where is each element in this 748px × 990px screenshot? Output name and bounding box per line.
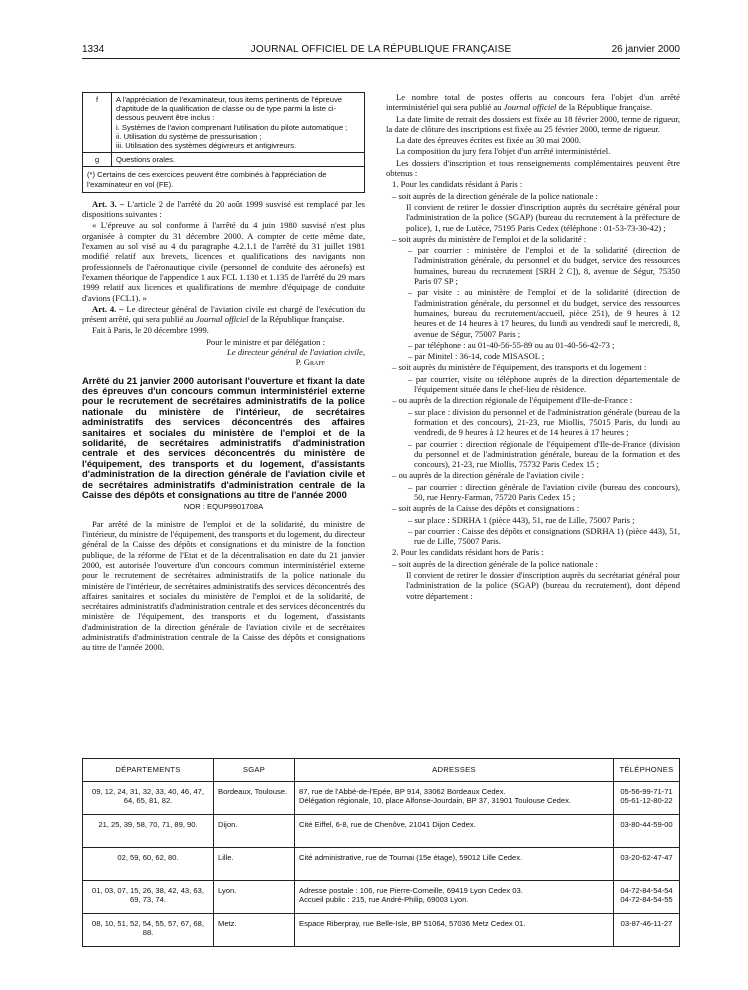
table-row — [83, 782, 680, 815]
exercise-box — [82, 92, 365, 193]
row-f-content — [112, 93, 365, 153]
header-rule — [82, 58, 680, 59]
table-row — [83, 815, 680, 848]
art3-label: Art. 3. – — [92, 198, 125, 209]
cell-telephone — [614, 914, 680, 947]
posts-paragraph — [386, 92, 680, 113]
cell-departements: 09, 12, 24, 31, 32, 33, 40, 46, 47, 64, 65, 81, 82. — [83, 782, 214, 815]
done-at: Fait à Paris, le 20 décembre 1999. — [92, 325, 209, 336]
left-column — [82, 92, 365, 654]
art3-text: L'article 2 de l'arrêté du 20 août 1999 susvisé est remplacé par les dispositions suivantes : — [82, 198, 365, 220]
cell-telephone — [614, 881, 680, 914]
box-note: (*) Certains de ces exercices peuvent être combinés à l'appréciation de l'examinateur en vol (FE). — [83, 167, 365, 192]
article-4 — [82, 304, 365, 325]
signature-line-2: Le directeur général de l'aviation civile, — [226, 346, 365, 357]
nor-reference: NOR : EQUP9901708A — [183, 502, 264, 512]
address-line: Délégation régionale, 10, place Alfonse-Jourdain, BP 37, 31901 Toulouse Cedex. — [299, 796, 572, 806]
cell-sgap: Lille. — [214, 848, 295, 881]
info-paragraph: Les dossiers d'inscription et tous renseignements complémentaires peuvent être obtenus : — [386, 157, 680, 179]
cell-adresse — [295, 914, 614, 947]
paris-emploi-visite: – par visite : au ministère de l'emploi et de la solidarité (direction de l'administration générale, du personnel et du budget, service des ressources humaines, bureau du recrutement/accueil, pièce 251), de 9 heures à 12 heures et de 14 heures à 17 heures, du lundi au vendredi sauf le mercredi, 8, avenue de Ségur, 75007 Paris ; — [408, 287, 680, 339]
posts-text-b: de la République française. — [558, 102, 653, 113]
exam-date-paragraph: La date des épreuves écrites est fixée au 30 mai 2000. — [396, 135, 581, 146]
phone-number: 03-80-44-59-00 — [620, 820, 673, 829]
row-letter-f: f — [83, 93, 112, 153]
deadline-paragraph: La date limite de retrait des dossiers est fixée au 18 février 2000, terme de rigueur, la date de clôture des inscriptions est fixée au 25 février 2000, terme de rigueur. — [386, 113, 680, 134]
cell-departements: 08, 10, 51, 52, 54, 55, 57, 67, 68, 88. — [83, 914, 214, 947]
cell-sgap: Dijon. — [214, 815, 295, 848]
sgap-table — [82, 758, 680, 947]
hors-paris-police: – soit auprès de la direction générale de la police nationale : — [392, 558, 598, 569]
journal-title: JOURNAL OFFICIEL DE LA RÉPUBLIQUE FRANÇAISE — [250, 44, 512, 55]
cell-telephone — [614, 782, 680, 815]
hors-paris-police-text: Il convient de retirer le dossier d'inscription auprès du secrétariat général pour l'administration de la police (SGAP) (bureau du recrutement), dont dépend votre département : — [406, 570, 680, 601]
paris-equipement-courrier: – par courrier, visite ou téléphone auprès de la direction départementale de l'équipement située dans le chef-lieu de résidence. — [408, 373, 680, 395]
art4-label: Art. 4. – — [92, 303, 124, 314]
decree-title: Arrêté du 21 janvier 2000 autorisant l'ouverture et fixant la date des épreuves d'un concours commun interministériel externe pour le recrutement de secrétaires administratifs de la police nationale du ministère de l'intérieur, de secrétaires administratifs des services déconcentrés des affaires sanitaires et sociales du ministère de l'emploi et de la solidarité, de secrétaires administratifs d'administration centrale et des services déconcentrés du ministère de l'équipement, des transports et du logement, d'assistants d'administration de la direction générale de l'aviation civile et de secrétaires administratifs d'administration centrale de la Caisse des dépôts et consignations au titre de l'année 2000 — [82, 374, 365, 501]
paris-aviation: – ou auprès de la direction générale de l'aviation civile : — [392, 470, 584, 481]
address-line: 87, rue de l'Abbé-de-l'Epée, BP 914, 33062 Bordeaux Cedex. — [299, 787, 506, 796]
art3-quote: « L'épreuve au sol conforme à l'arrêté du 4 juin 1980 susvisé n'est plus organisée à compter du 31 décembre 2000. A compter de cette même date, l'examen au sol visé au 4 du paragraphe 4.2.1.1 de l'arrêté du 31 juillet 1981 modifié relatif aux brevets, licences et qualifications des navigants non professionnels de l'aéronautique civile (personnel de conduite des aéronefs) est l'examen théorique de l'appendice 1 aux FCL 1.130 et 1.135 de l'arrêté du 29 mars 1999 relatif aux licences et qualifications de membre d'équipage de conduite d'avions (FCL1). » — [82, 220, 365, 303]
posts-text-a: Le nombre total de postes offerts au concours fera l'objet d'un arrêté interministériel qui sera publié au — [386, 92, 680, 113]
paris-emploi-minitel: – par Minitel : 36-14, code MISASOL ; — [408, 351, 545, 362]
address-line: Espace Riberpray, rue Belle-Isle, BP 51064, 57036 Metz Cedex 01. — [299, 919, 526, 928]
phone-number: 04-72-84-54-55 — [620, 895, 673, 905]
cell-sgap: Bordeaux, Toulouse. — [214, 782, 295, 815]
table-header-row — [83, 759, 680, 782]
table-row — [83, 914, 680, 947]
paris-caisse-courrier: – par courrier : Caisse des dépôts et consignations (SDRHA 1) (pièce 443), 51, rue de Lille, 75007 Paris. — [408, 525, 680, 547]
art4-journal: Journal officiel — [195, 314, 249, 325]
paris-idf-sur-place: – sur place : division du personnel et de l'administration générale (bureau de la formation et des concours), 21-23, rue Miollis, 75015 Paris, du lundi au vendredi, de 9 heures à 12 heures et de 14 heures à 17 heures ; — [408, 406, 680, 438]
cell-telephone — [614, 815, 680, 848]
section-paris: 1. Pour les candidats résidant à Paris : — [392, 179, 523, 190]
paris-idf-courrier: – par courrier : direction régionale de l'équipement d'Ile-de-France (division du personnel et de l'administration générale, bureau de la formation et des concours), 21-23, rue Miollis, 75732 Paris Cedex 15 ; — [408, 438, 680, 470]
table-row — [83, 848, 680, 881]
paris-caisse: – soit auprès de la Caisse des dépôts et consignations : — [392, 503, 580, 514]
paris-emploi-telephone: – par téléphone : au 01-40-56-55-89 ou au 01-40-56-42-73 ; — [408, 339, 615, 350]
right-column — [386, 92, 680, 602]
row-f-item: iii. Utilisation des systèmes dégivreurs et antigivreurs. — [116, 141, 297, 151]
row-g-text: Questions orales. — [112, 153, 365, 167]
header-departements: DÉPARTEMENTS — [83, 759, 214, 782]
paris-idf: – ou auprès de la direction régionale de l'équipement d'Ile-de-France : — [392, 395, 633, 406]
page-number: 1334 — [82, 44, 105, 55]
paris-caisse-sur-place: – sur place : SDRHA 1 (pièce 443), 51, rue de Lille, 75007 Paris ; — [408, 514, 635, 525]
page-header — [82, 44, 680, 58]
signature-name: P. Graff — [295, 357, 325, 368]
phone-number: 04-72-84-54-54 — [620, 886, 673, 895]
jury-paragraph: La composition du jury fera l'objet d'un arrêté interministériel. — [396, 146, 611, 157]
cell-departements: 21, 25, 39, 58, 70, 71, 89, 90. — [83, 815, 214, 848]
cell-adresse — [295, 848, 614, 881]
cell-departements: 01, 03, 07, 15, 26, 38, 42, 43, 63, 69, 73, 74. — [83, 881, 214, 914]
phone-number: 05-56-99-71-71 — [620, 787, 673, 796]
row-f-item: i. Systèmes de l'avion comprenant l'utilisation du pilote automatique ; — [116, 122, 348, 132]
header-adresses: ADRESSES — [295, 759, 614, 782]
art4-text-a: Le directeur général de l'aviation civile est chargé de l'exécution du présent arrêté, qui sera publié au — [82, 303, 365, 325]
row-f-text: A l'appréciation de l'examinateur, tous items pertinents de l'épreuve d'aptitude de la qualification de classe ou de type parmi la liste ci-dessous peuvent être inclus : — [116, 95, 342, 123]
address-line: Adresse postale : 106, rue Pierre-Corneille, 69419 Lyon Cedex 03. — [299, 886, 523, 895]
table-row — [83, 881, 680, 914]
header-telephones: TÉLÉPHONES — [614, 759, 680, 782]
cell-sgap: Metz. — [214, 914, 295, 947]
decree-body: Par arrêté de la ministre de l'emploi et de la solidarité, du ministre de l'intérieur, du ministre de l'équipement, des transports et du logement, du directeur général de la Caisse des dépôts et consignations et du ministre de la fonction publique, de la réforme de l'Etat et de la décentralisation en date du 21 janvier 2000, est autorisée l'ouverture d'un concours commun interministériel externe pour le recrutement de secrétaires administratifs de la police nationale du ministère de l'intérieur, de secrétaires administratifs des services déconcentrés des affaires sanitaires et sociales du ministère de l'emploi et de la solidarité, de secrétaires administratifs d'administration centrale et des services déconcentrés du ministère de l'équipement, des transports et du logement, d'assistants d'administration de la direction générale de l'aviation civile et de secrétaires administratifs d'administration centrale de la Caisse des dépôts et consignations au titre de l'année 2000. — [82, 518, 365, 653]
cell-adresse — [295, 881, 614, 914]
header-sgap: SGAP — [214, 759, 295, 782]
cell-telephone — [614, 848, 680, 881]
address-line: Cité administrative, rue de Tournai (15e étage), 59012 Lille Cedex. — [299, 853, 523, 862]
phone-number: 05-61-12-80-22 — [620, 796, 673, 806]
paris-police: – soit auprès de la direction générale de la police nationale : — [392, 190, 598, 201]
row-f-item: ii. Utilisation du système de pressurisation ; — [116, 131, 262, 141]
cell-adresse — [295, 782, 614, 815]
signature-line-1: Pour le ministre et par délégation : — [206, 336, 325, 347]
section-hors-paris: 2. Pour les candidats résidant hors de Paris : — [392, 547, 544, 558]
phone-number: 03-20-62-47-47 — [620, 853, 673, 862]
paris-emploi-courrier: – par courrier : ministère de l'emploi et de la solidarité (direction de l'administration générale, du personnel et du budget, service des ressources humaines, bureau du recrutement [SRH 2 C]), 8, avenue de Ségur, 75350 Paris 07 SP ; — [408, 245, 680, 287]
address-line: Accueil public : 215, rue André-Philip, 69003 Lyon. — [299, 895, 469, 905]
posts-journal: Journal officiel — [503, 102, 557, 113]
paris-police-text: Il convient de retirer le dossier d'inscription auprès du secrétaire général pour l'administration de la police (SGAP) (bureau du recrutement à la préfecture de police), 1, rue de Lutèce, 75195 Paris Cedex (téléphone : 01-53-73-30-42) ; — [406, 201, 680, 233]
cell-adresse — [295, 815, 614, 848]
cell-sgap: Lyon. — [214, 881, 295, 914]
article-3 — [82, 199, 365, 220]
address-line: Cité Eiffel, 6-8, rue de Chenôve, 21041 Dijon Cedex. — [299, 820, 476, 829]
row-letter-g: g — [83, 153, 112, 167]
cell-departements: 02, 59, 60, 62, 80. — [83, 848, 214, 881]
paris-emploi: – soit auprès du ministère de l'emploi et de la solidarité : — [392, 233, 587, 244]
phone-number: 03-87-46-11-27 — [620, 919, 673, 928]
paris-aviation-courrier: – par courrier : direction générale de l'aviation civile (bureau des concours), 50, rue Henry-Farman, 75720 Paris Cedex 15 ; — [408, 481, 680, 502]
paris-equipement: – soit auprès du ministère de l'équipement, des transports et du logement : — [392, 362, 647, 373]
issue-date: 26 janvier 2000 — [611, 44, 680, 55]
art4-text-b: de la République française. — [250, 314, 345, 325]
